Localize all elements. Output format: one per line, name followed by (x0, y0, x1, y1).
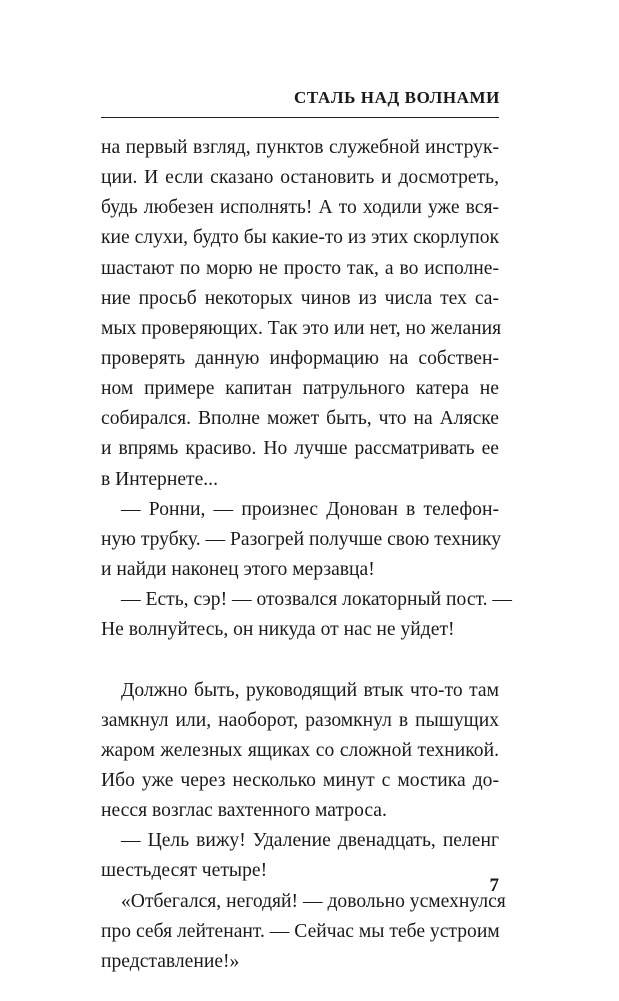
text-line: — Цель вижу! Удаление двенадцать, пеленг (121, 830, 499, 852)
text-line: ную трубку. — Разогрей получше свою технику (101, 528, 502, 550)
text-line: кие слухи, будто бы какие-то из этих скорлупок (101, 227, 500, 249)
text-line: несся возглас вахтенного матроса. (101, 800, 387, 822)
running-title: СТАЛЬ НАД ВОЛНАМИ (294, 88, 500, 107)
text-line: и найди наконец этого мерзавца! (101, 558, 375, 580)
text-line: — Ронни, — произнес Донован в телефон- (121, 498, 499, 520)
text-line: — Есть, сэр! — отозвался локаторный пост. — (121, 589, 513, 611)
text-line: и впрямь красиво. Но лучше рассматривать ее (101, 438, 499, 460)
text-line: шастают по морю не просто так, а во исполне- (101, 257, 499, 279)
text-line: шестьдесят четыре! (101, 860, 268, 882)
text-line: на первый взгляд, пунктов служебной инструк- (101, 137, 499, 158)
text-line: ции. И если сказано остановить и досмотреть, (101, 167, 499, 189)
text-line: ние просьб некоторых чинов из числа тех са- (101, 287, 499, 309)
text-line: собирался. Вполне может быть, что на Аляске (101, 408, 499, 430)
text-line: жаром железных ящиках со сложной техникой. (101, 739, 499, 761)
text-line: Должно быть, руководящий втык что-то там (121, 679, 499, 701)
text-line: замкнул или, наоборот, разомкнул в пышущих (101, 709, 499, 731)
body-text (101, 133, 513, 977)
text-line: представление!» (101, 950, 240, 972)
text-line: Не волнуйтесь, он никуда от нас не уйдет! (101, 619, 455, 641)
text-line: проверять данную информацию на собствен- (101, 347, 499, 369)
text-line: будь любезен исполнять! А то ходили уже вся- (101, 197, 499, 219)
page-number: 7 (489, 875, 499, 896)
text-line: Ибо уже через несколько минут с мостика до- (101, 769, 499, 791)
text-line: мых проверяющих. Так это или нет, но желания (101, 317, 502, 339)
text-line: ном примере капитан патрульного катера не (101, 378, 499, 400)
paragraph-gap (101, 645, 499, 675)
text-line: «Отбегался, негодяй! — довольно усмехнулся (121, 890, 506, 912)
text-line: про себя лейтенант. — Сейчас мы тебе устроим (101, 920, 500, 942)
text-line: в Интернете... (101, 468, 218, 490)
header-rule (101, 117, 499, 118)
